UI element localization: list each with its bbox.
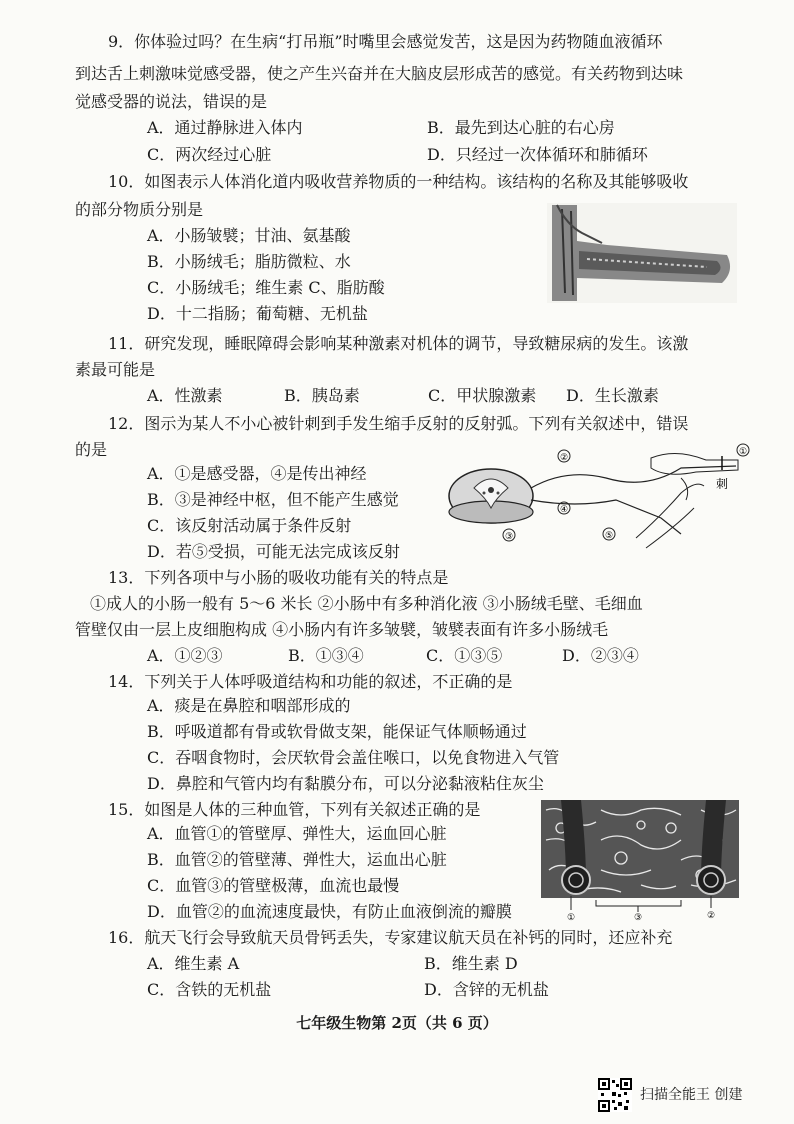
q9-stem-line-2: 到达舌上刺激味觉感受器，使之产生兴奋并在大脑皮层形成苦的感觉。有关药物到达味: [75, 64, 684, 83]
q11-stem-line-2: 素最可能是: [75, 360, 156, 379]
label-2: ②: [560, 453, 569, 463]
page-footer: 七年级生物第 2页（共 6 页）: [296, 1014, 498, 1032]
villus-figure: [547, 203, 737, 303]
q15-option-d: D．血管②的血流速度最快，有防止血液倒流的瓣膜: [147, 902, 512, 921]
q16-option-b: B．维生素 D: [424, 954, 518, 973]
q13-stem-line-3: 管壁仅由一层上皮细胞构成 ④小肠内有许多皱襞，皱襞表面有许多小肠绒毛: [75, 620, 609, 639]
q15-option-c: C．血管③的管壁极薄，血流也最慢: [147, 876, 400, 895]
q9-option-b: B．最先到达心脏的右心房: [427, 118, 615, 137]
q15-option-b: B．血管②的管壁薄、弹性大，运血出心脏: [147, 850, 447, 869]
label-5: ⑤: [605, 531, 614, 541]
q16-option-d: D．含锌的无机盐: [424, 980, 549, 999]
q16-stem-line-1: 16．航天飞行会导致航天员骨钙丢失，专家建议航天员在补钙的同时，还应补充: [108, 928, 673, 947]
q11-option-d: D．生长激素: [566, 386, 659, 405]
q9-option-d: D．只经过一次体循环和肺循环: [427, 145, 648, 164]
label-3: ③: [505, 532, 514, 542]
label-pierce: 刺: [716, 477, 729, 491]
q10-option-c: C．小肠绒毛；维生素 C、脂肪酸: [147, 278, 385, 297]
q13-option-c: C．①③⑤: [426, 646, 503, 665]
q9-stem-line-3: 觉感受器的说法，错误的是: [75, 92, 268, 111]
q11-option-b: B．胰岛素: [284, 386, 360, 405]
q12-option-d: D．若⑤受损，可能无法完成该反射: [147, 542, 400, 561]
qr-code-icon: [598, 1078, 632, 1112]
q12-option-b: B．③是神经中枢，但不能产生感觉: [147, 490, 399, 509]
q10-stem-line-1: 10．如图表示人体消化道内吸收营养物质的一种结构。该结构的名称及其能够吸收: [108, 172, 689, 191]
q13-option-d: D．②③④: [562, 646, 639, 665]
q13-option-b: B．①③④: [288, 646, 364, 665]
q9-option-a: A．通过静脉进入体内: [147, 118, 303, 137]
q10-option-d: D．十二指肠；葡萄糖、无机盐: [147, 304, 368, 323]
q9-option-c: C．两次经过心脏: [147, 145, 272, 164]
q11-option-a: A．性激素: [147, 386, 223, 405]
q10-stem-line-2: 的部分物质分别是: [75, 200, 204, 219]
scanner-watermark: 扫描全能王 创建: [640, 1087, 743, 1103]
q15-option-a: A．血管①的管壁厚、弹性大，运血回心脏: [147, 824, 447, 843]
q14-option-b: B．呼吸道都有骨或软骨做支架，能保证气体顺畅通过: [147, 722, 527, 741]
q14-stem-line-1: 14．下列关于人体呼吸道结构和功能的叙述，不正确的是: [108, 672, 513, 691]
q16-option-c: C．含铁的无机盐: [147, 980, 272, 999]
q13-option-a: A．①②③: [147, 646, 223, 665]
q11-option-c: C．甲状腺激素: [428, 386, 537, 405]
vessel-label-1: ①: [567, 913, 576, 922]
q11-stem-line-1: 11．研究发现，睡眠障碍会影响某种激素对机体的调节，导致糖尿病的发生。该激: [108, 334, 689, 353]
q13-stem-line-2: ①成人的小肠一般有 5～6 米长 ②小肠中有多种消化液 ③小肠绒毛壁、毛细血: [90, 594, 643, 613]
q12-option-a: A．①是感受器，④是传出神经: [147, 464, 367, 483]
label-4: ④: [560, 505, 569, 515]
q15-stem-line-1: 15．如图是人体的三种血管，下列有关叙述正确的是: [108, 800, 481, 819]
q9-stem-line-1: 9．你体验过吗？在生病“打吊瓶”时嘴里会感觉发苦，这是因为药物随血液循环: [108, 32, 663, 51]
q14-option-c: C．吞咽食物时，会厌软骨会盖住喉口，以免食物进入气管: [147, 748, 560, 767]
q10-option-a: A．小肠皱襞；甘油、氨基酸: [147, 226, 351, 245]
label-1: ①: [739, 447, 748, 457]
q14-option-d: D．鼻腔和气管内均有黏膜分布，可以分泌黏液粘住灰尘: [147, 774, 544, 793]
vessel-label-3: ③: [634, 913, 643, 922]
blood-vessels-figure: [541, 800, 739, 922]
q16-option-a: A．维生素 A: [147, 954, 240, 973]
q14-option-a: A．痰是在鼻腔和咽部形成的: [147, 696, 351, 715]
q13-stem-line-1: 13．下列各项中与小肠的吸收功能有关的特点是: [108, 568, 449, 587]
q12-stem-line-1: 12．图示为某人不小心被针刺到手发生缩手反射的反射弧。下列有关叙述中，错误: [108, 414, 689, 433]
reflex-arc-figure: [446, 438, 756, 550]
q12-stem-line-2: 的是: [75, 440, 108, 459]
q12-option-c: C．该反射活动属于条件反射: [147, 516, 352, 535]
q10-option-b: B．小肠绒毛；脂肪微粒、水: [147, 252, 351, 271]
vessel-label-2: ②: [707, 911, 716, 921]
